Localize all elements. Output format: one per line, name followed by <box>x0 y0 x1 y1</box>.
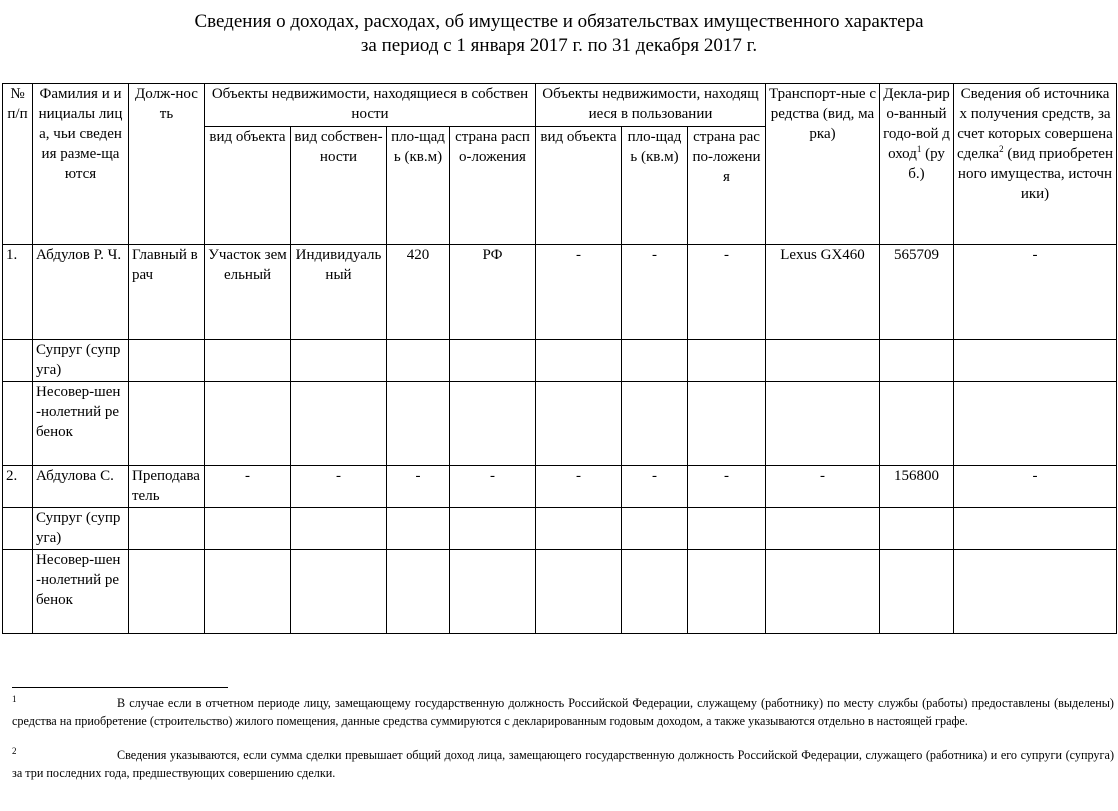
footnote-1 <box>12 694 1114 730</box>
cell-owned-country <box>450 382 536 466</box>
cell-owned-type <box>205 550 291 634</box>
cell-used-type <box>536 340 622 382</box>
title-line-1: Сведения о доходах, расходах, об имуществе и обязательствах имущественного характера <box>194 11 924 32</box>
cell-name: Супруг (супруга) <box>33 340 129 382</box>
header-owned-type: вид объекта <box>205 127 291 245</box>
declaration-table <box>2 83 1117 634</box>
header-used-area: пло-щадь (кв.м) <box>622 127 688 245</box>
header-row-1 <box>3 84 1117 127</box>
cell-position: Преподаватель <box>129 466 205 508</box>
header-position: Долж-ность <box>129 84 205 245</box>
cell-income: 565709 <box>880 245 954 340</box>
cell-owned-area <box>387 382 450 466</box>
document-title <box>0 10 1118 58</box>
cell-num: 1. <box>3 245 33 340</box>
cell-income <box>880 508 954 550</box>
cell-used-area: - <box>622 245 688 340</box>
cell-position <box>129 340 205 382</box>
table-row <box>3 382 1117 466</box>
cell-owned-type: Участок земельный <box>205 245 291 340</box>
footnote-1-text: В случае если в отчетном периоде лицу, замещающему государственную должность Российской Федерации, служащему (работнику) по месту службы (работы) предоставлены (выделены) средства на приобретение (строительство) жилого помещения, данные средства суммируются с декларированным годовым доходом, а также указываются отдельно в настоящей графе. <box>12 696 1114 728</box>
header-owned-group: Объекты недвижимости, находящиеся в собственности <box>205 84 536 127</box>
cell-used-area: - <box>622 466 688 508</box>
cell-sources <box>954 550 1117 634</box>
cell-owned-ownership: - <box>291 466 387 508</box>
cell-used-area <box>622 508 688 550</box>
cell-owned-country <box>450 508 536 550</box>
header-income-unit: (руб.) <box>908 146 945 182</box>
cell-owned-area <box>387 340 450 382</box>
cell-used-type <box>536 550 622 634</box>
cell-owned-type <box>205 340 291 382</box>
cell-sources <box>954 340 1117 382</box>
header-owned-ownership: вид собствен-ности <box>291 127 387 245</box>
cell-transport: Lexus GX460 <box>766 245 880 340</box>
cell-transport <box>766 340 880 382</box>
cell-num <box>3 550 33 634</box>
cell-num <box>3 508 33 550</box>
header-used-group: Объекты недвижимости, находящиеся в пользовании <box>536 84 766 127</box>
cell-used-country <box>688 508 766 550</box>
cell-owned-country <box>450 340 536 382</box>
cell-transport <box>766 382 880 466</box>
cell-transport <box>766 550 880 634</box>
cell-owned-ownership <box>291 340 387 382</box>
cell-used-area <box>622 340 688 382</box>
cell-used-type <box>536 382 622 466</box>
table-row <box>3 508 1117 550</box>
cell-owned-ownership: Индивидуальный <box>291 245 387 340</box>
cell-owned-country <box>450 550 536 634</box>
cell-num: 2. <box>3 466 33 508</box>
cell-income <box>880 340 954 382</box>
cell-sources <box>954 382 1117 466</box>
footnote-2 <box>12 746 1114 782</box>
cell-name: Супруг (супруга) <box>33 508 129 550</box>
footnote-2-mark: 2 <box>12 745 17 756</box>
cell-num <box>3 382 33 466</box>
header-owned-area: пло-щадь (кв.м) <box>387 127 450 245</box>
cell-income <box>880 382 954 466</box>
cell-num <box>3 340 33 382</box>
cell-owned-ownership <box>291 508 387 550</box>
cell-owned-country: - <box>450 466 536 508</box>
cell-owned-area: 420 <box>387 245 450 340</box>
cell-sources <box>954 508 1117 550</box>
table-row <box>3 550 1117 634</box>
cell-used-type: - <box>536 245 622 340</box>
cell-sources: - <box>954 245 1117 340</box>
cell-owned-type <box>205 382 291 466</box>
cell-owned-area <box>387 550 450 634</box>
cell-used-area <box>622 550 688 634</box>
cell-owned-area <box>387 508 450 550</box>
footnote-1-mark: 1 <box>12 693 17 704</box>
table-row <box>3 340 1117 382</box>
cell-used-type <box>536 508 622 550</box>
header-owned-country: страна распо-ложения <box>450 127 536 245</box>
header-transport: Транспорт-ные средства (вид, марка) <box>766 84 880 245</box>
cell-used-country <box>688 340 766 382</box>
cell-used-country: - <box>688 466 766 508</box>
cell-owned-type <box>205 508 291 550</box>
cell-name: Абдулова С. <box>33 466 129 508</box>
cell-position <box>129 382 205 466</box>
header-income-text: Декла-риро-ванный годо-вой доход <box>883 86 950 162</box>
cell-owned-type: - <box>205 466 291 508</box>
cell-owned-area: - <box>387 466 450 508</box>
footnote-ref-1: 1 <box>916 144 922 154</box>
header-sources <box>954 84 1117 245</box>
cell-position <box>129 550 205 634</box>
cell-name: Несовер-шен-нолетний ребенок <box>33 382 129 466</box>
header-sources-note: (вид приобретенного имущества, источники) <box>957 146 1113 202</box>
cell-name: Абдулов Р. Ч. <box>33 245 129 340</box>
cell-used-country <box>688 382 766 466</box>
cell-transport <box>766 508 880 550</box>
header-used-country: страна распо-ложения <box>688 127 766 245</box>
cell-position: Главный врач <box>129 245 205 340</box>
cell-used-type: - <box>536 466 622 508</box>
table-row <box>3 466 1117 508</box>
header-used-type: вид объекта <box>536 127 622 245</box>
cell-income: 156800 <box>880 466 954 508</box>
footnote-separator <box>12 687 228 688</box>
header-income <box>880 84 954 245</box>
header-sources-text: Сведения об источниках получения средств, за счет которых совершена сделка <box>957 86 1113 162</box>
header-name: Фамилия и инициалы лица, чьи сведения разме-щаются <box>33 84 129 245</box>
footnote-ref-2: 2 <box>999 144 1004 154</box>
header-num: № п/п <box>3 84 33 245</box>
cell-name: Несовер-шен-нолетний ребенок <box>33 550 129 634</box>
cell-owned-ownership <box>291 550 387 634</box>
cell-owned-ownership <box>291 382 387 466</box>
cell-income <box>880 550 954 634</box>
table-row <box>3 245 1117 340</box>
footnote-2-text: Сведения указываются, если сумма сделки превышает общий доход лица, замещающего государственную должность Российской Федерации, служащего (работника) и его супруги (супруга) за три последних года, предшествующих совершению сделки. <box>12 748 1114 780</box>
cell-owned-country: РФ <box>450 245 536 340</box>
cell-position <box>129 508 205 550</box>
title-line-2: за период с 1 января 2017 г. по 31 декабря 2017 г. <box>360 35 758 56</box>
cell-sources: - <box>954 466 1117 508</box>
cell-used-area <box>622 382 688 466</box>
cell-used-country <box>688 550 766 634</box>
cell-transport: - <box>766 466 880 508</box>
cell-used-country: - <box>688 245 766 340</box>
